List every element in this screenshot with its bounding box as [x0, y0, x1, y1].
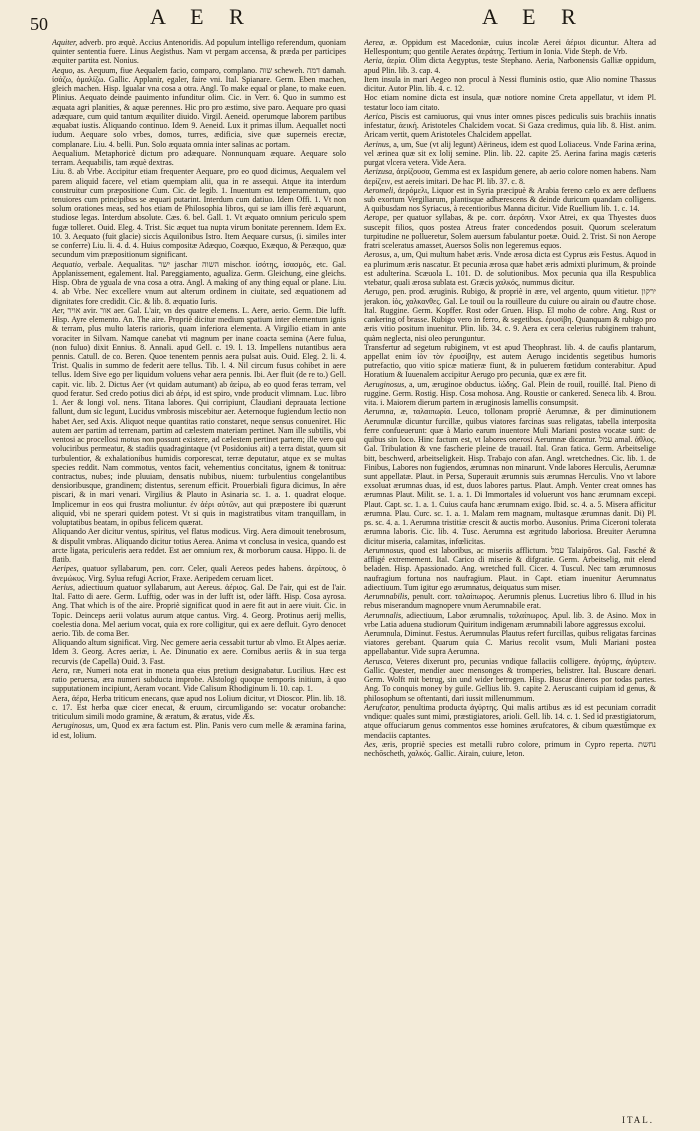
entry-text: Veteres dixerunt pro, pecunias vndique fallaciis colligere. ἀγύρτης, ἀγύρτειν. Gallic. Quester, mendier auec mensonges & tromperies, belistrer. Ital. Buscare denari. Germ. Wolft mit betrug, sin und wider betrogen. Hisp. Buscar dineros por todas partes. Ang. To conquis money by guile. Gellius lib. 9. capite 2. Aeruscanti cuipiam id genus, & philosophum se oftentanti, dari iussit millenummum.	[364, 656, 656, 703]
entry-text: ἀερία. Olim dicta Aegyptus, teste Stephano. Aeria, Narbonensis Galliæ oppidum, apud Plin. lib. 3. cap. 4.	[364, 56, 656, 75]
signature-mark: ITAL.	[621, 1115, 654, 1125]
entry-text: Aera, ἀέρα, Herba triticum enecans, quæ apud nos Lolium dicitur, vt Dioscor. Plin. lib. 18. c. 17. Est herba quæ cicer enecat, & eruum, circumligando se: vocatur orobanche: triticulum simili modo gramine, & æratum, & æratus, vide Æs.	[52, 693, 346, 722]
entry-text: æ. Oppidum est Macedoniæ, cuius incolæ Aerei ἀέριοι dicuntur. Altera ad Hellespontum; quo gentile Aerates ἀεράτης. Tertium in Ionia. Vide Steph. de Vrb.	[364, 38, 656, 57]
entry-headword: Aquiter,	[52, 38, 78, 47]
dictionary-entry	[364, 167, 656, 185]
entry-text: adiectiuum quatuor syllabarum, aut Aereus. ἀέριος. Gal. De l'air, qui est de l'air. Ital. Fatto di aere. Germ. Lufftig, oder was in der lufft ist, oder läfft. Hisp. Cosa ayrosa. Ang. That which is of the aire. Propriè significat quod in aere fit aut in aere viuit. Cic. in Topic. Deinceps aerii volatus aurum atque cantus. Virg. 4. Georg. Protinus aerij mellis, coelestia dona. Mel aerium vocat, quia ex rore colligitur, qui ex aere defluit. Gyro denocet aerio. Tib. de coma Ber.	[52, 582, 346, 638]
entry-text: Hoc etiam nomine dicta est insula, quæ notiore nomine Creta appellatur, vt idem Pl. testatur loco iam citato.	[364, 93, 656, 112]
entry-headword: Aerumnalis,	[364, 610, 404, 620]
entry-text: Aerumnula, Diminut. Festus. Aerumnulas Plautus refert furcillas, quibus religatas farcinas viatores gerebant. Quarum quia C. Marius recolit vsum, Muli Mariani postea appellabantur. Vide supra Aerumna.	[364, 629, 656, 657]
running-head-right: A E R	[482, 4, 586, 29]
dictionary-entry	[364, 546, 656, 592]
entry-headword: Aerusca,	[364, 656, 393, 666]
dictionary-entry	[364, 740, 656, 758]
dictionary-entry	[364, 250, 656, 287]
entry-text: penultima producta ἀγύρτης. Qui malis artibus æs id est pecuniam corradit vndique: quales sunt mimi, præstigiatores, arioli. Gell. lib. 14. c. 1. Sed id præstigiatorum, atque offuciarum genus commentos esse homines ærufcatores, & cibum quæstûmque ex mendaciis captantes.	[364, 702, 656, 740]
dictionary-entry	[52, 564, 346, 582]
entry-text: ræ, Numeri nota erat in moneta qua eius pretium designabatur. Lucilius. Hæc est ratio peruersa, æra numeri subducta improbe. Alstologi quoque temporis initium, à quo supputationem incipiunt, Aeram vocant. Vide Calisum Rhodiginum li. 10. cap. 1.	[52, 665, 346, 694]
entry-headword: Aerea,	[364, 38, 385, 47]
entry-text: a, um, Sue (vt alij legunt) Aërineus, idem est quod Loliaceus. Vnde Farina ærina, vel ærinea quæ sit ex lolij semine. Plin. lib. 22. capite 25. Aerina farina magis cæteris purgat vlcera vetera. Vide Aera.	[364, 139, 656, 168]
entry-text: Piscis est carniuorus, qui vnus inter omnes pisces pediculis suis brachiis innatis infestatur, ἀεική. Aristoteles Chalcidem vocat. Si Gaza credimus, quia lib. 8. Hist. anim. Aricam vertit, quem Aristoteles Chalcidem appellat.	[364, 111, 656, 140]
entry-text: verbale. Aequalitas. ישר jaschar השוה mischor. ἰσότης, ἰσασμός, etc. Gal. Applanissement, egalement. Ital. Pareggiamento, agualiza. Germ. Gleichung, eine gleichs. Hisp. Obra de yguala de vna cosa a otra. Angl. A making of any thing equal or plane. Liu. 4. ab Vrbe. Nec excellere vnum aut alterum ordinem in ciuitate, sed æquationem ad dignitates fore credidit. Cic. & lib. 8. æquatio Iuris.	[52, 259, 346, 306]
dictionary-entry	[364, 75, 656, 93]
running-head-left: A E R	[150, 4, 254, 29]
entry-text: adverb. pro æquè. Accius Antenoridis. Ad populum intelligo referendum, quoniam quinter sententia fuere. Linus Aegisthus. Nam vt pergam accensa, & præda per participes æquiter partita est. Nonius.	[52, 38, 346, 66]
entry-headword: Aerufcator,	[364, 702, 400, 712]
dictionary-entry	[364, 287, 656, 342]
entry-text: um, Quod ex æra factum est. Plin. Panis vero cum melle & æramina farina, id est, lolium.	[52, 721, 346, 740]
dictionary-entry	[52, 306, 346, 528]
dictionary-entry	[364, 56, 656, 74]
entry-headword: Aerumna,	[364, 407, 396, 417]
dictionary-entry	[364, 140, 656, 168]
dictionary-entry	[364, 343, 656, 380]
dictionary-entry	[52, 167, 346, 259]
entry-text: ἀερίζουσα, Gemma est ex Iaspidum genere, ab aerio colore nomen habens. Nam ἀερίζειν, est aereis imitari. De hac Pl. lib. 37. c. 8.	[364, 167, 656, 186]
dictionary-entry	[52, 583, 346, 638]
page-header	[0, 0, 700, 36]
entry-text: as. Aequum, fiue Aequalem facio, comparo, complano. שוה scheweh. דמה damah. ἰσάζω, ὁμαλίζω. Gallic. Applanir, egaler, faire vni. Ital. Spianare. Germ. Eben machen, gleich machen. Hisp. Igualar vna cosa a otra. Angl. To make equal or plane, to make euen. Plinius. Aequato deinde pauimento infunditur olim. Cic. in Verr. 6. Quo in summo est æquata agri planities, & aquæ perennes. Hic pro pro æstimo, sive paro. Aequare pro quasi adæquare, cum quid tantum æquiliter diuido. Virgil. Aeneid. operumque laborem partibus æquabat iustis. Aliquando continuo. Idem 9. Aeneid. Lux it primas illum. Aequallet noctì iudum. Aequare solo vrbes, domos, turres, ædificia, sive quæ superneis erectæ, complanare. Liu. 4. belli. Pun. Solo æquata omnia inter salinas ac portam.	[52, 65, 346, 149]
dictionary-entry	[52, 666, 346, 694]
entry-text: Transfertur ad segetum rubiginem, vt est apud Theophrast. lib. 4. de caufis plantarum, appellat enim ἰὸν τὸν ἐρυσίβην, est autem Aerugo incidentis segetibus humoris putrefactio, quo vitio spicæ matieræ fiunt, & in puluerem fœtidum conterabitur. Apud Horatium & Iuuenalem accipitur Aerugo pro pecunia, quæ ex ære fit.	[364, 342, 656, 380]
dictionary-entry	[364, 407, 656, 546]
entry-headword: Aera,	[52, 665, 70, 675]
entry-text: Aequalium. Metaphoricè dictum pro adæquare. Nonnunquam æquare. Aequare solo terram. Aequabilis, tam æquè dextras.	[52, 148, 346, 168]
entry-text: æris, propriè species est metalli rubro colore, primum in Cypro reperta. נחשת nechōscheth, χαλκός. Gallic. Airain, cuiure, leton.	[364, 739, 656, 759]
dictionary-entry	[52, 260, 346, 306]
dictionary-entry	[364, 38, 656, 56]
dictionary-entry	[364, 703, 656, 740]
dictionary-entry	[364, 380, 656, 408]
entry-text: Aliquando altum significat. Virg. Nec gemere aeria cessabit turtur ab vlmo. Et Alpes aeriæ. Idem 3. Georg. Acres aeriæ, i. Ae. Dinunatio ex aere. Cornibus aeriis & in sua terga recurvis (de Capella) Ouid. 3. Fast.	[52, 638, 346, 666]
entry-headword: Aer,	[52, 305, 65, 315]
entry-headword: Aerica,	[364, 111, 388, 121]
dictionary-entry	[364, 657, 656, 703]
entry-text: pen. prod. æruginis. Rubigo, & propriè in ære, vel argento, quum vitietur. ירקון jerakon. ἰὸς, χαλκανθες. Gal. Le touil ou la rouilleure du cuiure ou airain ou d'autre chose. Ital. Ruggine. Germ. Kopffer. Rost oder Gruen. Hisp. El moho de cobre. Ang. Rust or cankering of brasse. Rubigo vero in ferro, & segetibus. ἐρυσίβη. Quanquam & rubigo pro æris vitio positum inuenitur. Plin. lib. 34. c. 9. Aera ex cera celerius rubiginem trahunt, quàm neglecta, nisi oleo perunguntur.	[364, 287, 656, 343]
entry-text: a, um, Qui multum habet æris. Vnde ærosa dicta est Cyprus æis Festus. Aquod in ea plurimum æris nascatur. Et pecunia ærosa quæ habet æris admixti plurimum, & proinde est adulterina. Scæuola L. 101. D. de solutionibus. Mox pecunia qua illa Respublica vtebatur, quali ærosa sublata est. Græcis χαλκός, nummus dicitur.	[364, 250, 656, 288]
entry-text: æ, ταλαιπωρία. Leuco, tollonam propriè Aerumnæ, & per diminutionem Aerumnulæ dicuntur furcillæ, quibus viatores farcinas suas religatas, tabella interposita ferre confueuerunt: quæ à Mario earum inuentore Muli Mariani postea vocatæ sunt: de quibus sin loco. Hinc factum est, vt labores onerosi Aerumnæ dicantur. עמל amal. ἀθλος. Gal. Tribulation & vne fascherie pleine de trauail. Ital. Gran fatica. Germ. Arbeitselige bitt, beschwerd, arbeitseligkeit. Hisp. Trabajo con afan. Angl. wretchednes. Cic. lib. 1. de Finibus, Labores non fugiendos, ærumnas non minarunt. Vnde labores Herculis, Aerumnæ sunt appellatæ. Plaut. in Persa, Superauit ærumnis suis ærumnas Herculis. Vno vt labore exsoluat ærumnas duas, id est, duos labores partus. Plaut. Amph. Venter creat omnes has ærumnas Plaut. Milit. se. 1. a. 1. Di Immortales id voluerunt vos hanc ærumnam excepi. Plaut. Capt. sc. 1. a. 1. Cuius caufa hanc ærumnam exigo. Ibid. sc. 4. a. 5. Misera afficitur ærumna. Plau. Curc. sc. 1. a. 1. Malam rem magnam, multasque ærumnas danit. Di) Pl. ps. sc. 4. a. 1. Aerumna tristitiæ crescit & auctis morbo. Ausonius. Prima Ciceroni tolerata ærumna laboris. Cic. lib. 4. Tusc. Aerumna est ægritudo laboriosa. Breuiter Aerumna dicitur miseria, calamitas, infœlicitas.	[364, 407, 656, 546]
entry-text: penult. corr. ταλαίπωρος. Aerumnis plenus. Lucretius libro 6. Illud in his rebus miserandum magnopere vnum Aerumnabile erat.	[364, 592, 656, 611]
dictionary-entry	[52, 527, 346, 564]
dictionary-entry	[364, 213, 656, 250]
entry-headword: Aeripes,	[52, 564, 79, 574]
entry-text: quod est laboribus, ac miseriis afflictum. עמל Talaipōros. Gal. Fasché & affligé extremement. Ital. Carico di miserie & difgratie. Germ. Arbeitselig, mit elend beladen. Hisp. Apassionado. Ang. wretched full. Cicer. 4. Tuscul. Nec tam ærumnosus naufragium fortuna nos naufragium. Plaut. in Capt. etiam inuenitur Aerumnatus adiectiuum. Tum igitur ego ærumnatus, deiquatus sum miser.	[364, 545, 656, 592]
entry-text: quatuor syllabarum, pen. corr. Celer, quali Aereos pedes habens. ἀερίπους, ὁ ἀνεμώκυς. Virg. Sylua refugi Acrior, Fraxe. Aeripedem ceruam licet.	[52, 564, 346, 583]
dictionary-entry	[52, 66, 346, 149]
entry-headword: Aequo,	[52, 65, 75, 75]
entry-headword: Aerinus,	[364, 139, 392, 149]
entry-headword: Aes,	[364, 739, 378, 749]
dictionary-entry	[364, 186, 656, 214]
entry-text: Aliquando Aer dicitur ventus, spiritus, vel flatus modicus. Virg. Aera dimouit tenebrosum, & dispulit vmbras. Aliquando dicitur totius Aerea. Anima vt conclusa in vesica, quando est arcte ligata, periculeris aera reddet. Est aer omnium rex, & morborum causa. Hippo. li. de flatib.	[52, 527, 346, 565]
entry-headword: Aerosus,	[364, 250, 392, 260]
entry-text: per quatuor syllabas, & pe. corr. ἀερόπη. Vxor Atrei, ex qua Thyestes duos suscepit filios, quos postea Atreus frater concedendos posuit. Quorum sceleratum turpitudine ne pollueretur, Solem auersum fabulantur poetæ. Ouid. 2. Trist. Si non Aerope fratri sceleratus amasset, Auersos Solis non legeremus equos.	[364, 213, 656, 251]
dictionary-entry	[364, 629, 656, 657]
dictionary-entry	[52, 149, 346, 167]
left-column	[52, 38, 346, 1124]
entry-text: אויר avir. אור aer. Gal. L'air, vn des quatre elemens. L. Aere, aerio. Germ. Die lufft. Hisp. Ayre elemento. An. The aire. Propriè dicitur medium spatium inter elementum ignis & terram, plus multo lateris rarioris, quam inferiora elementa. A Virgilio etiam in ante voraciter in Silvam. Namque canebat vti magnum per inane coacta semina (Aere fulua, (non fuluo) dixit Ennius. 8. Annali. apud Gell. c. 19. l. 13. Impellens nutantibus aera pennis. Catull. de co. Beren. Quoe tenentem pennis aera pulsat auis. Ouid. Eleg. 2. li. 4. Trist. Qualis in summo de federit aere tellus. Tib. l. 4. Nil circum fusus cohibet in aere tellus. Idem Sive ego per liquidum voluens vehar aera pennis. Ibi. Aer fluit (de re to.) Gell. capit. vic. lib. 2. Dictus Aer (vt quidam autumant) ab ἀείρω, ab eo quod feras terram, vel quod feratur. Sed credo potius dici ab ἀέρι, id est spiro, vnde producit vlimnam. Luc. libro 1. Aer & longi vol. nens. Titana labores. Qui corripiunt, Claudiani deprauata lectione fallunt, dum sic legunt, Lucidus vmbrosis miscebitur aer. Aeternoque fugiendum lectio non habet Aer, sed Axis. Aliquot neque quantitas ratio constaret, neque sensus conueniret. Hic autem aer partim ad terrenam, partim ad cælestem materiam pertinet. Nam ille subtilis, vbi ventosi ac procellosi motus non possunt existere, ad cælestem pertinet partem; ille vero qui voluciribus permeatur, & stadiis quadragintaque (vt Posidonius ait) a terra distat, quum sit turbulentior, & exhalationibus humidis corporescat, terræ deputatur, atque ex se multas species reddit. Nam commotus, ventos facit, vehementius concitatus, ignem & tonitrua: contractus, nubes; inde pluuiam, densatis nubibus, niuem: turbulentius congelantibus densioribusque, grandinem; distentus, serenum efficit. Prouerbiali figura dicimus, In aëre piscari, & in mari venari. Virgilius & Plauto in Asinaria sc. 1. a. 1. quadrat eloque. Implicemur in eos qui frustra moliuntur. ἐν ἀέρι αὐτῶν, aut qui præpostere ibi quærunt aliquid, vbi ne sperari quidem potest. Vt si quis in magistratibus vitam tranquillam, in voluptatibus beatam, in opibus felicem quærat.	[52, 305, 346, 528]
entry-text: Liu. 8. ab Vrbe. Accipitur etiam frequenter Aequare, pro eo quod dicimus, Aequalem vel parem aliquid facere, vel etiam quempiam alii, qua in re assequi. Atque ita interdum construitur cum præpositione Cum. Cic. de legib. 1. Inuentum est temperamentum, quo tenuiores cum principibus se æquari putarint. Interdum cum datiuo. Idem Offi. 1. Vt non solum orationes meas, sed hos etiam de Philosophia libros, qui se iam illis ferè æquarunt, studiose legas. Interdum absolute. Cæs. 6. bel. Gall. 1. Vt æquato omnium periculo spem fugæ tolleret. Ouid. Eleg. 4. Trist. Sic æquet tua nupta virum bonitate perennem. Idem Ex. 10. 3. Aequato (fuit glacie) siccis Aquilonibus Istro. Item Aequare cursus, (i. similes inter se conferre) Liu. li. 4. d. 4. Huius compositæ Adæquo, Coæquo, Exæquo, & Peræquo, quæ secundum vim præpositionum significant.	[52, 167, 346, 260]
dictionary-entry	[364, 112, 656, 140]
page-number: 50	[30, 14, 48, 34]
entry-headword: Aerizusa,	[364, 167, 395, 177]
entry-text: Item insula in mari Aegeo non procul à Nessi fluminis ostio, quæ Alio nomine Thassus dicitur. Autor Plin. lib. 4. c. 12.	[364, 74, 656, 94]
dictionary-entry	[52, 721, 346, 739]
entry-headword: Aerope,	[364, 213, 389, 223]
entry-headword: Aerumnosus,	[364, 545, 406, 555]
entry-headword: Aerugo,	[364, 287, 390, 297]
entry-text: a, um, æruginoe obductus. ἰώδης. Gal. Plein de rouil, rouillé. Ital. Pieno di ruggine. Germ. Rostig. Hisp. Cosa mohosa. Ang. Roustie or cankered. Seneca lib. 4. Brou. vita. i. Maiorem dierum partem in æruginosis lamellis consumpsit.	[364, 379, 656, 408]
entry-headword: Aeria,	[364, 56, 384, 66]
entry-text: adiectiuum, Labor ærumnalis, ταλαίπωρος. Apul. lib. 3. de Asino. Mox in vrbe Latia aduena studiorum Quiritum indigenam ærumnabili labore aggressus excolui.	[364, 610, 656, 629]
entry-text: ἀερόμελι, Liquor est in Syria præcipuè & Arabia fereno cælo ex aere defluens sub exortum Vergiliarum, plantisque adhærescens & deinde duricum quandam colligens. A quibusdam nos Syriacus, à recentioribus Manna dicitur. Vide Ruellium lib. 1. c. 14.	[364, 185, 656, 214]
entry-headword: Aerius,	[52, 582, 76, 592]
dictionary-entry	[52, 694, 346, 722]
dictionary-entry	[364, 611, 656, 629]
entry-headword: Aerumnabilis,	[364, 592, 410, 602]
dictionary-entry	[52, 638, 346, 666]
entry-headword: Aeruginosus,	[364, 379, 407, 389]
dictionary-entry	[52, 38, 346, 66]
entry-headword: Aequatio,	[52, 259, 84, 269]
dictionary-entry	[364, 93, 656, 111]
entry-headword: Aeromeli,	[364, 185, 396, 195]
right-column	[364, 38, 656, 1124]
entry-headword: Aeruginosus,	[52, 721, 95, 731]
dictionary-entry	[364, 592, 656, 610]
